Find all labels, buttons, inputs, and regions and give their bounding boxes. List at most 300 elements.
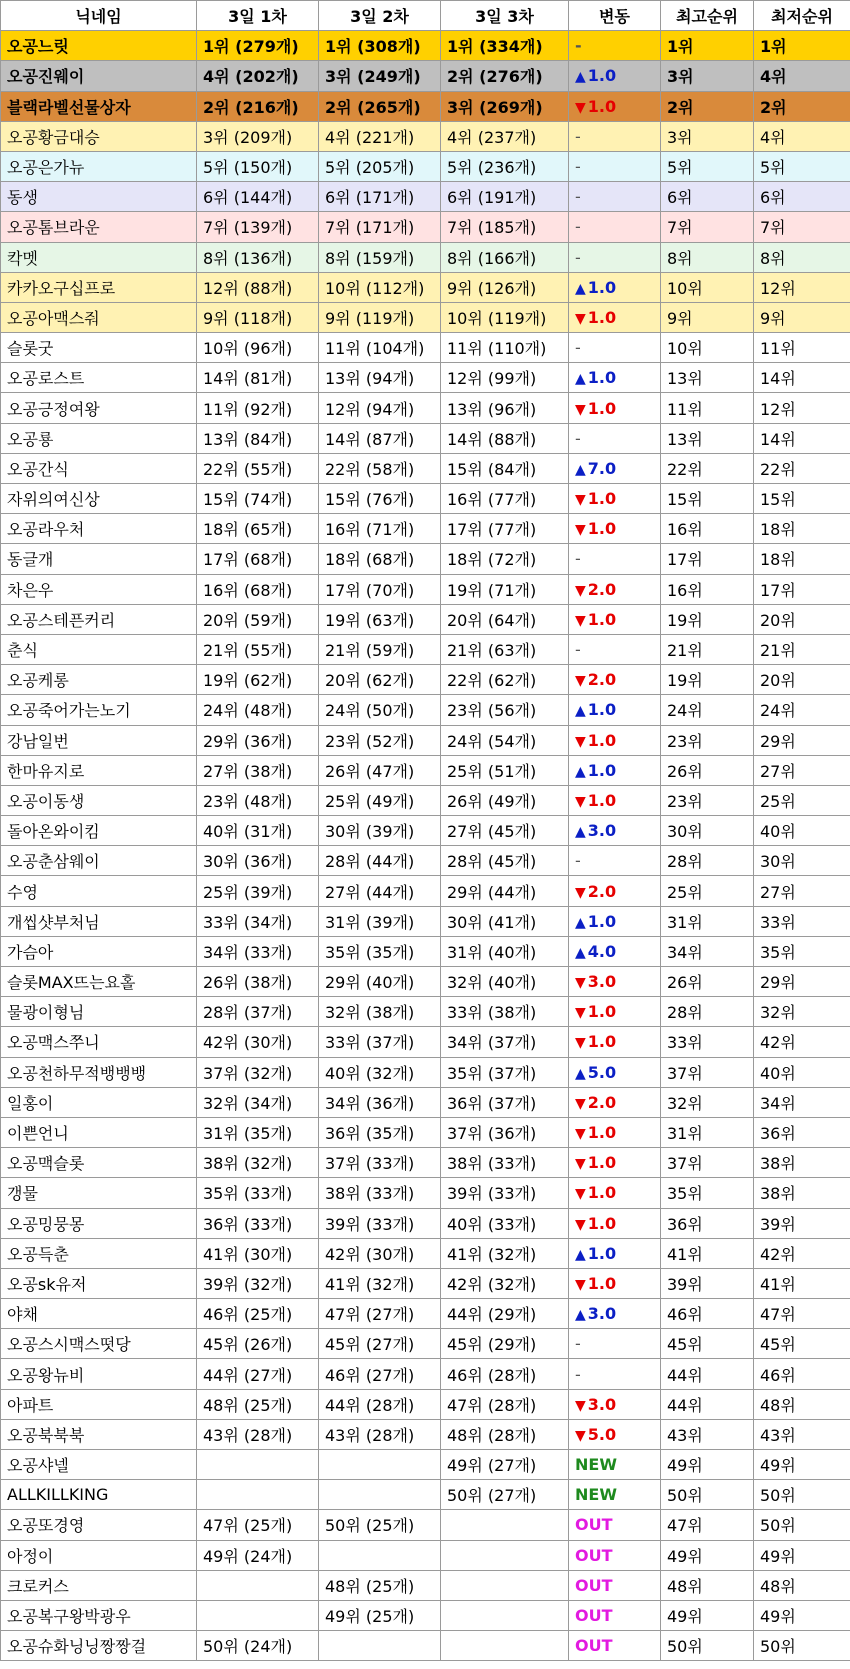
- round-3-cell: 37위 (36개): [441, 1117, 569, 1147]
- change-value: 4.0: [587, 941, 617, 961]
- table-row: [1, 634, 850, 664]
- round-1-cell: 24위 (48개): [197, 695, 319, 725]
- nickname-cell: 오공간식: [1, 453, 197, 483]
- table-row: [1, 1540, 850, 1570]
- change-cell: [569, 212, 661, 242]
- best-rank-cell: 30위: [661, 816, 754, 846]
- table-row: [1, 665, 850, 695]
- nickname-cell: 일홍이: [1, 1087, 197, 1117]
- change-cell: [569, 936, 661, 966]
- round-2-cell: 31위 (39개): [319, 906, 441, 936]
- round-3-cell: 8위 (166개): [441, 242, 569, 272]
- nickname-cell: 차은우: [1, 574, 197, 604]
- worst-rank-cell: 4위: [754, 61, 850, 91]
- table-row: [1, 302, 850, 332]
- worst-rank-cell: 27위: [754, 876, 850, 906]
- worst-rank-cell: 40위: [754, 816, 850, 846]
- change-cell: [569, 1570, 661, 1600]
- worst-rank-cell: 25위: [754, 785, 850, 815]
- worst-rank-cell: 42위: [754, 1027, 850, 1057]
- change-cell: [569, 1117, 661, 1147]
- worst-rank-cell: 29위: [754, 967, 850, 997]
- nickname-cell: 동글개: [1, 544, 197, 574]
- nickname-cell: 블랙라벨선물상자: [1, 91, 197, 121]
- header-nickname: 닉네임: [1, 1, 197, 31]
- round-2-cell: 16위 (71개): [319, 514, 441, 544]
- best-rank-cell: 34위: [661, 936, 754, 966]
- round-1-cell: 1위 (279개): [197, 31, 319, 61]
- table-body: [1, 31, 850, 1661]
- arrow-down-icon: ▼: [575, 975, 586, 992]
- best-rank-cell: 50위: [661, 1480, 754, 1510]
- nickname-cell: 오공복구왕박광우: [1, 1600, 197, 1630]
- round-1-cell: 29위 (36개): [197, 725, 319, 755]
- change-value: 5.0: [587, 1062, 617, 1082]
- table-row: [1, 514, 850, 544]
- nickname-cell: 오공케롱: [1, 665, 197, 695]
- round-2-cell: 28위 (44개): [319, 846, 441, 876]
- round-2-cell: 5위 (205개): [319, 151, 441, 181]
- round-3-cell: 12위 (99개): [441, 363, 569, 393]
- round-1-cell: 25위 (39개): [197, 876, 319, 906]
- best-rank-cell: 15위: [661, 484, 754, 514]
- round-1-cell: 5위 (150개): [197, 151, 319, 181]
- round-2-cell: [319, 1480, 441, 1510]
- change-cell: [569, 1027, 661, 1057]
- nickname-cell: ALLKILLKING: [1, 1480, 197, 1510]
- change-value: 3.0: [587, 972, 617, 992]
- change-value: OUT: [575, 1515, 613, 1535]
- nickname-cell: 아파트: [1, 1389, 197, 1419]
- change-value: -: [575, 126, 581, 146]
- change-cell: [569, 1480, 661, 1510]
- round-1-cell: 43위 (28개): [197, 1419, 319, 1449]
- worst-rank-cell: 41위: [754, 1268, 850, 1298]
- arrow-down-icon: ▼: [575, 492, 586, 509]
- round-2-cell: 17위 (70개): [319, 574, 441, 604]
- change-cell: [569, 363, 661, 393]
- worst-rank-cell: 11위: [754, 333, 850, 363]
- change-cell: [569, 1419, 661, 1449]
- table-row: [1, 997, 850, 1027]
- round-2-cell: 14위 (87개): [319, 423, 441, 453]
- round-1-cell: 41위 (30개): [197, 1238, 319, 1268]
- table-row: [1, 1419, 850, 1449]
- round-1-cell: 11위 (92개): [197, 393, 319, 423]
- change-cell: [569, 333, 661, 363]
- worst-rank-cell: 32위: [754, 997, 850, 1027]
- round-2-cell: 27위 (44개): [319, 876, 441, 906]
- nickname-cell: 오공맥스쭈니: [1, 1027, 197, 1057]
- arrow-down-icon: ▼: [575, 582, 586, 599]
- change-value: 2.0: [587, 881, 617, 901]
- worst-rank-cell: 18위: [754, 544, 850, 574]
- round-3-cell: 33위 (38개): [441, 997, 569, 1027]
- nickname-cell: 오공이동생: [1, 785, 197, 815]
- round-1-cell: 15위 (74개): [197, 484, 319, 514]
- best-rank-cell: 3위: [661, 61, 754, 91]
- nickname-cell: 수영: [1, 876, 197, 906]
- table-row: [1, 182, 850, 212]
- round-2-cell: 10위 (112개): [319, 272, 441, 302]
- round-1-cell: 45위 (26개): [197, 1329, 319, 1359]
- round-1-cell: 26위 (38개): [197, 967, 319, 997]
- nickname-cell: 춘식: [1, 634, 197, 664]
- change-value: 2.0: [587, 1092, 617, 1112]
- best-rank-cell: 28위: [661, 846, 754, 876]
- round-2-cell: 25위 (49개): [319, 785, 441, 815]
- round-1-cell: 31위 (35개): [197, 1117, 319, 1147]
- change-cell: [569, 1268, 661, 1298]
- table-row: [1, 423, 850, 453]
- nickname-cell: 오공긍정여왕: [1, 393, 197, 423]
- change-cell: [569, 1540, 661, 1570]
- change-value: 1.0: [587, 911, 617, 931]
- round-1-cell: 2위 (216개): [197, 91, 319, 121]
- round-1-cell: 46위 (25개): [197, 1299, 319, 1329]
- worst-rank-cell: 7위: [754, 212, 850, 242]
- round-2-cell: 47위 (27개): [319, 1299, 441, 1329]
- table-row: [1, 846, 850, 876]
- change-value: 3.0: [587, 1304, 617, 1324]
- nickname-cell: 개씹샷부처님: [1, 906, 197, 936]
- round-2-cell: 20위 (62개): [319, 665, 441, 695]
- table-header-row: [1, 1, 850, 31]
- worst-rank-cell: 4위: [754, 121, 850, 151]
- arrow-down-icon: ▼: [575, 673, 586, 690]
- table-row: [1, 1570, 850, 1600]
- round-2-cell: 50위 (25개): [319, 1510, 441, 1540]
- worst-rank-cell: 48위: [754, 1389, 850, 1419]
- change-value: OUT: [575, 1636, 613, 1656]
- nickname-cell: 한마유지로: [1, 755, 197, 785]
- change-cell: [569, 393, 661, 423]
- round-3-cell: 50위 (27개): [441, 1480, 569, 1510]
- change-cell: [569, 302, 661, 332]
- table-row: [1, 151, 850, 181]
- header-worst-rank: 최저순위: [754, 1, 850, 31]
- change-cell: [569, 1329, 661, 1359]
- best-rank-cell: 23위: [661, 725, 754, 755]
- nickname-cell: 아정이: [1, 1540, 197, 1570]
- change-value: 2.0: [587, 670, 617, 690]
- table-row: [1, 1329, 850, 1359]
- arrow-up-icon: ▲: [575, 1246, 586, 1263]
- worst-rank-cell: 24위: [754, 695, 850, 725]
- round-1-cell: 47위 (25개): [197, 1510, 319, 1540]
- round-1-cell: 17위 (68개): [197, 544, 319, 574]
- nickname-cell: 오공득춘: [1, 1238, 197, 1268]
- change-value: NEW: [575, 1455, 617, 1475]
- change-cell: [569, 816, 661, 846]
- change-cell: [569, 665, 661, 695]
- arrow-down-icon: ▼: [575, 1156, 586, 1173]
- change-cell: [569, 61, 661, 91]
- arrow-down-icon: ▼: [575, 522, 586, 539]
- round-3-cell: 42위 (32개): [441, 1268, 569, 1298]
- arrow-up-icon: ▲: [575, 824, 586, 841]
- worst-rank-cell: 49위: [754, 1540, 850, 1570]
- arrow-down-icon: ▼: [575, 1035, 586, 1052]
- nickname-cell: 오공황금대승: [1, 121, 197, 151]
- arrow-up-icon: ▲: [575, 944, 586, 961]
- round-1-cell: 8위 (136개): [197, 242, 319, 272]
- worst-rank-cell: 14위: [754, 423, 850, 453]
- best-rank-cell: 44위: [661, 1389, 754, 1419]
- change-value: 5.0: [587, 1424, 617, 1444]
- round-3-cell: 45위 (29개): [441, 1329, 569, 1359]
- table-row: [1, 755, 850, 785]
- round-1-cell: 44위 (27개): [197, 1359, 319, 1389]
- round-3-cell: 23위 (56개): [441, 695, 569, 725]
- table-row: [1, 212, 850, 242]
- round-1-cell: 33위 (34개): [197, 906, 319, 936]
- nickname-cell: 카카오구십프로: [1, 272, 197, 302]
- nickname-cell: 강남일번: [1, 725, 197, 755]
- best-rank-cell: 3위: [661, 121, 754, 151]
- change-cell: [569, 1238, 661, 1268]
- nickname-cell: 오공스테픈커리: [1, 604, 197, 634]
- round-3-cell: 22위 (62개): [441, 665, 569, 695]
- nickname-cell: 오공로스트: [1, 363, 197, 393]
- round-2-cell: 22위 (58개): [319, 453, 441, 483]
- nickname-cell: 오공슈화닝닝짱짱걸: [1, 1631, 197, 1661]
- round-3-cell: [441, 1540, 569, 1570]
- worst-rank-cell: 38위: [754, 1178, 850, 1208]
- table-row: [1, 1268, 850, 1298]
- table-row: [1, 574, 850, 604]
- best-rank-cell: 16위: [661, 514, 754, 544]
- nickname-cell: 오공천하무적뱅뱅뱅: [1, 1057, 197, 1087]
- nickname-cell: 야채: [1, 1299, 197, 1329]
- change-value: -: [575, 640, 581, 660]
- nickname-cell: 오공느릿: [1, 31, 197, 61]
- change-value: 1.0: [587, 66, 617, 86]
- round-2-cell: 6위 (171개): [319, 182, 441, 212]
- round-2-cell: 8위 (159개): [319, 242, 441, 272]
- round-2-cell: 4위 (221개): [319, 121, 441, 151]
- round-3-cell: 4위 (237개): [441, 121, 569, 151]
- best-rank-cell: 13위: [661, 363, 754, 393]
- round-1-cell: 30위 (36개): [197, 846, 319, 876]
- round-3-cell: 24위 (54개): [441, 725, 569, 755]
- nickname-cell: 슬롯굿: [1, 333, 197, 363]
- round-2-cell: 19위 (63개): [319, 604, 441, 634]
- round-2-cell: 37위 (33개): [319, 1148, 441, 1178]
- change-cell: [569, 453, 661, 483]
- change-value: 1.0: [587, 1183, 617, 1203]
- table-row: [1, 363, 850, 393]
- arrow-down-icon: ▼: [575, 1216, 586, 1233]
- round-3-cell: 49위 (27개): [441, 1450, 569, 1480]
- worst-rank-cell: 14위: [754, 363, 850, 393]
- arrow-down-icon: ▼: [575, 401, 586, 418]
- table-row: [1, 816, 850, 846]
- change-value: OUT: [575, 1606, 613, 1626]
- round-1-cell: [197, 1450, 319, 1480]
- worst-rank-cell: 1위: [754, 31, 850, 61]
- nickname-cell: 오공톰브라운: [1, 212, 197, 242]
- best-rank-cell: 48위: [661, 1570, 754, 1600]
- round-3-cell: 26위 (49개): [441, 785, 569, 815]
- nickname-cell: 오공밍뭉몽: [1, 1208, 197, 1238]
- best-rank-cell: 5위: [661, 151, 754, 181]
- table-row: [1, 1359, 850, 1389]
- best-rank-cell: 50위: [661, 1631, 754, 1661]
- change-value: 1.0: [587, 489, 617, 509]
- round-1-cell: 4위 (202개): [197, 61, 319, 91]
- change-cell: [569, 967, 661, 997]
- change-cell: [569, 423, 661, 453]
- nickname-cell: 오공스시맥스떳당: [1, 1329, 197, 1359]
- round-2-cell: 43위 (28개): [319, 1419, 441, 1449]
- nickname-cell: 오공룡: [1, 423, 197, 453]
- round-2-cell: 33위 (37개): [319, 1027, 441, 1057]
- round-3-cell: 17위 (77개): [441, 514, 569, 544]
- round-3-cell: 18위 (72개): [441, 544, 569, 574]
- round-3-cell: 21위 (63개): [441, 634, 569, 664]
- best-rank-cell: 36위: [661, 1208, 754, 1238]
- round-2-cell: 32위 (38개): [319, 997, 441, 1027]
- round-3-cell: 35위 (37개): [441, 1057, 569, 1087]
- change-cell: [569, 755, 661, 785]
- round-3-cell: 14위 (88개): [441, 423, 569, 453]
- best-rank-cell: 2위: [661, 91, 754, 121]
- arrow-down-icon: ▼: [575, 612, 586, 629]
- worst-rank-cell: 49위: [754, 1600, 850, 1630]
- round-1-cell: 50위 (24개): [197, 1631, 319, 1661]
- nickname-cell: 칵멧: [1, 242, 197, 272]
- round-2-cell: 7위 (171개): [319, 212, 441, 242]
- round-2-cell: 44위 (28개): [319, 1389, 441, 1419]
- change-cell: [569, 1450, 661, 1480]
- change-value: 1.0: [587, 790, 617, 810]
- change-cell: [569, 906, 661, 936]
- arrow-down-icon: ▼: [575, 1186, 586, 1203]
- nickname-cell: 오공아맥스줘: [1, 302, 197, 332]
- round-3-cell: 34위 (37개): [441, 1027, 569, 1057]
- nickname-cell: 이쁜언니: [1, 1117, 197, 1147]
- worst-rank-cell: 2위: [754, 91, 850, 121]
- change-cell: [569, 182, 661, 212]
- best-rank-cell: 37위: [661, 1148, 754, 1178]
- table-row: [1, 1600, 850, 1630]
- round-1-cell: 34위 (33개): [197, 936, 319, 966]
- change-value: 1.0: [587, 730, 617, 750]
- arrow-down-icon: ▼: [575, 1005, 586, 1022]
- round-1-cell: 37위 (32개): [197, 1057, 319, 1087]
- round-2-cell: 35위 (35개): [319, 936, 441, 966]
- change-value: 1.0: [587, 700, 617, 720]
- round-3-cell: 9위 (126개): [441, 272, 569, 302]
- change-value: -: [575, 1364, 581, 1384]
- round-3-cell: 5위 (236개): [441, 151, 569, 181]
- round-2-cell: [319, 1450, 441, 1480]
- change-cell: [569, 121, 661, 151]
- change-cell: [569, 544, 661, 574]
- change-value: -: [575, 157, 581, 177]
- best-rank-cell: 49위: [661, 1540, 754, 1570]
- change-value: OUT: [575, 1575, 613, 1595]
- round-1-cell: 28위 (37개): [197, 997, 319, 1027]
- round-1-cell: 14위 (81개): [197, 363, 319, 393]
- best-rank-cell: 1위: [661, 31, 754, 61]
- best-rank-cell: 35위: [661, 1178, 754, 1208]
- change-cell: [569, 1600, 661, 1630]
- arrow-down-icon: ▼: [575, 1095, 586, 1112]
- worst-rank-cell: 46위: [754, 1359, 850, 1389]
- nickname-cell: 자위의여신상: [1, 484, 197, 514]
- best-rank-cell: 26위: [661, 967, 754, 997]
- worst-rank-cell: 33위: [754, 906, 850, 936]
- round-3-cell: [441, 1600, 569, 1630]
- worst-rank-cell: 8위: [754, 242, 850, 272]
- round-1-cell: 36위 (33개): [197, 1208, 319, 1238]
- table-row: [1, 91, 850, 121]
- arrow-down-icon: ▼: [575, 1397, 586, 1414]
- round-2-cell: 46위 (27개): [319, 1359, 441, 1389]
- best-rank-cell: 11위: [661, 393, 754, 423]
- best-rank-cell: 16위: [661, 574, 754, 604]
- nickname-cell: 오공춘삼웨이: [1, 846, 197, 876]
- arrow-down-icon: ▼: [575, 793, 586, 810]
- arrow-up-icon: ▲: [575, 371, 586, 388]
- nickname-cell: 크로커스: [1, 1570, 197, 1600]
- arrow-up-icon: ▲: [575, 1065, 586, 1082]
- nickname-cell: 오공은가뉴: [1, 151, 197, 181]
- best-rank-cell: 22위: [661, 453, 754, 483]
- worst-rank-cell: 36위: [754, 1117, 850, 1147]
- table-row: [1, 272, 850, 302]
- round-3-cell: [441, 1510, 569, 1540]
- table-row: [1, 1389, 850, 1419]
- change-value: 1.0: [587, 277, 617, 297]
- arrow-up-icon: ▲: [575, 914, 586, 931]
- best-rank-cell: 9위: [661, 302, 754, 332]
- change-cell: [569, 725, 661, 755]
- arrow-down-icon: ▼: [575, 884, 586, 901]
- nickname-cell: 갱물: [1, 1178, 197, 1208]
- round-1-cell: 10위 (96개): [197, 333, 319, 363]
- round-1-cell: [197, 1570, 319, 1600]
- change-value: 1.0: [587, 609, 617, 629]
- worst-rank-cell: 29위: [754, 725, 850, 755]
- round-2-cell: 36위 (35개): [319, 1117, 441, 1147]
- arrow-down-icon: ▼: [575, 1276, 586, 1293]
- change-cell: [569, 695, 661, 725]
- header-change: 변동: [569, 1, 661, 31]
- change-value: 1.0: [587, 1153, 617, 1173]
- round-3-cell: 47위 (28개): [441, 1389, 569, 1419]
- best-rank-cell: 26위: [661, 755, 754, 785]
- change-value: -: [575, 187, 581, 207]
- best-rank-cell: 10위: [661, 272, 754, 302]
- round-1-cell: 49위 (24개): [197, 1540, 319, 1570]
- round-1-cell: 27위 (38개): [197, 755, 319, 785]
- table-row: [1, 1480, 850, 1510]
- nickname-cell: 오공죽어가는노기: [1, 695, 197, 725]
- best-rank-cell: 7위: [661, 212, 754, 242]
- table-row: [1, 544, 850, 574]
- best-rank-cell: 45위: [661, 1329, 754, 1359]
- nickname-cell: 물광이형님: [1, 997, 197, 1027]
- table-row: [1, 936, 850, 966]
- best-rank-cell: 21위: [661, 634, 754, 664]
- best-rank-cell: 43위: [661, 1419, 754, 1449]
- round-1-cell: 40위 (31개): [197, 816, 319, 846]
- nickname-cell: 슬롯MAX뜨는요홀: [1, 967, 197, 997]
- table-row: [1, 1027, 850, 1057]
